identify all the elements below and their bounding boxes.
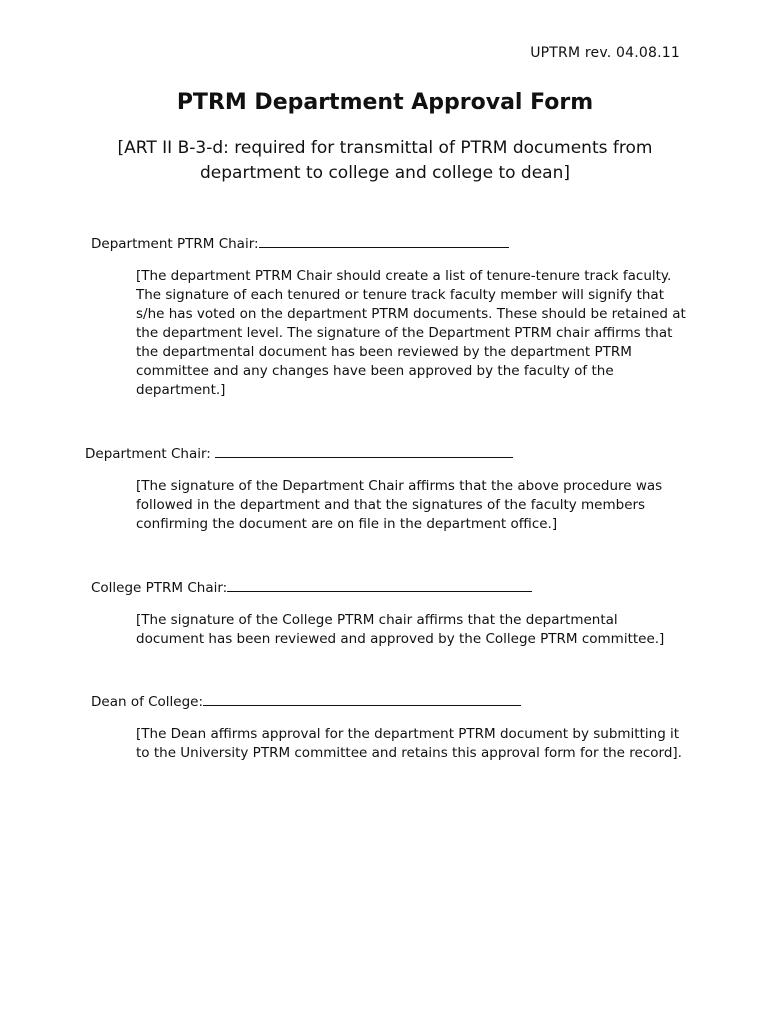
college-ptrm-chair-note: [The signature of the College PTRM chair affirms that the departmental document has been reviewed and approved by the College PTRM committee.] bbox=[136, 612, 665, 647]
signature-line[interactable] bbox=[259, 235, 509, 248]
dept-chair-note: [The signature of the Department Chair affirms that the above procedure was followed in the department and that the signatures of the faculty members confirming the document are on file in the department office.] bbox=[136, 478, 663, 532]
dean-note: [The Dean affirms approval for the department PTRM document by submitting it to the University PTRM committee and retains this approval form for the record]. bbox=[136, 726, 682, 761]
dept-chair-signature-field[interactable] bbox=[85, 445, 513, 463]
page-title: PTRM Department Approval Form bbox=[176, 90, 594, 115]
signature-line[interactable] bbox=[203, 693, 521, 706]
college-ptrm-chair-label: College PTRM Chair: bbox=[91, 580, 228, 596]
dean-label: Dean of College: bbox=[91, 694, 204, 710]
college-ptrm-chair-signature-field[interactable] bbox=[91, 579, 532, 597]
dept-ptrm-chair-label: Department PTRM Chair: bbox=[91, 236, 259, 252]
dept-ptrm-chair-signature-field[interactable] bbox=[91, 235, 509, 253]
revision-label: UPTRM rev. 04.08.11 bbox=[530, 45, 680, 61]
dept-chair-label: Department Chair: bbox=[85, 446, 211, 462]
signature-line[interactable] bbox=[215, 445, 513, 458]
signature-line[interactable] bbox=[227, 579, 532, 592]
dean-signature-field[interactable] bbox=[91, 693, 521, 711]
page-subtitle: [ART II B-3-d: required for transmittal of PTRM documents from department to college and college to dean] bbox=[117, 138, 653, 183]
dept-ptrm-chair-note: [The department PTRM Chair should create a list of tenure-tenure track faculty. The signature of each tenured or tenure track faculty member will signify that s/he has voted on the department PTRM documents. These should be retained at the department level. The signature of the Department PTRM chair affirms that the departmental document has been reviewed by the department PTRM committee and any changes have been approved by the faculty of the department.] bbox=[136, 268, 686, 398]
